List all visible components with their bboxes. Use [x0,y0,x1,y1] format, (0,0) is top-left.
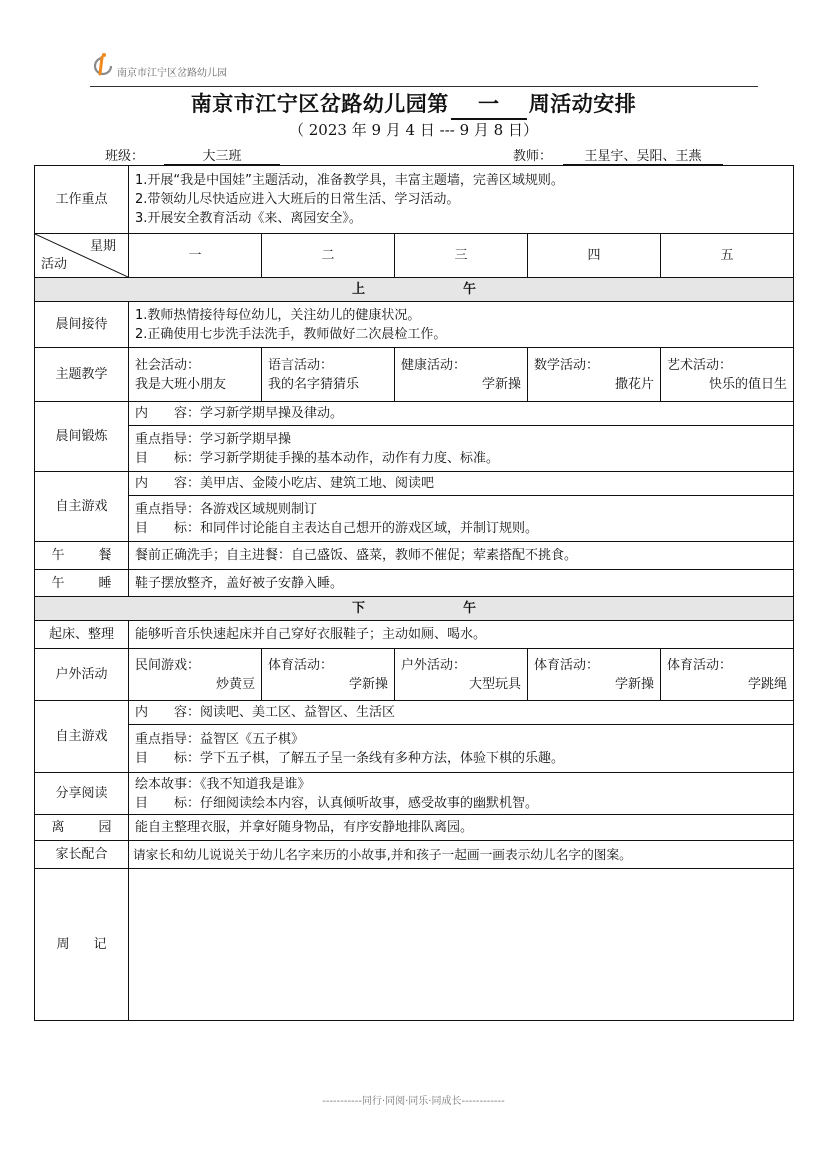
kindergarten-logo-icon [90,52,116,78]
freeplay-pm-content: 内 容：阅读吧、美工区、益智区、生活区 [129,701,794,725]
outdoor-cell-wed: 户外活动： 大型玩具 [395,649,528,701]
reading-row [35,773,794,815]
header-activity-label: 活动 [41,257,68,272]
nap-content: 鞋子摆放整齐，盖好被子安静入睡。 [129,570,794,597]
header-org-name: 南京市江宁区岔路幼儿园 [117,68,227,79]
freeplay-pm-label: 自主游戏 [35,701,129,773]
freeplay-am-detail: 重点指导：各游戏区域规则制订 目 标：和同伴讨论能自主表达自己想开的游戏区域，并制订规则。 [129,496,794,542]
parents-content: 请家长和幼儿说说关于幼儿名字来历的小故事,并和孩子一起画一画表示幼儿名字的图案。 [129,841,794,869]
theme-cell-mon: 社会活动： 我是大班小朋友 [129,348,262,402]
schedule-table [34,165,794,1021]
day-mon: 一 [129,234,262,278]
reading-label: 分享阅读 [35,773,129,815]
wake-row [35,621,794,649]
wake-label: 起床、整理 [35,621,129,649]
exercise-detail: 重点指导：学习新学期早操 目 标：学习新学期徒手操的基本动作，动作有力度、标准。 [129,426,794,472]
freeplay-am-row-2 [35,496,794,542]
outdoor-cell-thu: 体育活动： 学新操 [528,649,661,701]
page-title: 南京市江宁区岔路幼儿园第 一 周活动安排 [0,88,827,120]
page-header [90,56,758,87]
week-number: 一 [451,88,527,120]
parents-row [35,841,794,869]
day-thu: 四 [528,234,661,278]
day-wed: 三 [395,234,528,278]
class-label: 班级： [105,149,145,164]
theme-cell-wed: 健康活动： 学新操 [395,348,528,402]
freeplay-pm-row-2 [35,725,794,773]
morning-section: 上 午 [35,278,794,302]
outdoor-cell-mon: 民间游戏： 炒黄豆 [129,649,262,701]
lunch-content: 餐前正确洗手；自主进餐：自己盛饭、盛菜，教师不催促；荤素搭配不挑食。 [129,542,794,570]
focus-row [35,166,794,234]
reading-content: 绘本故事：《我不知道我是谁》 目 标：仔细阅读绘本内容，认真倾听故事，感受故事的幽默机智。 [129,773,794,815]
teacher-label: 教师： [513,149,553,164]
focus-label: 工作重点 [35,166,129,234]
teacher-value: 王星宇、吴阳、王燕 [563,145,723,165]
diagonal-header-cell [35,234,129,278]
focus-content: 1.开展“我是中国娃”主题活动，准备教学具，丰富主题墙，完善区域规则。 2.带领幼儿尽快适应进入大班后的日常生活、学习活动。 3.开展安全教育活动《来、离园安全》。 [129,166,794,234]
outdoor-row [35,649,794,701]
nap-label: 午 睡 [35,570,129,597]
freeplay-am-content: 内 容：美甲店、金陵小吃店、建筑工地、阅读吧 [129,472,794,496]
class-value: 大三班 [164,145,280,165]
reception-row [35,302,794,348]
notes-content[interactable] [129,869,794,1021]
exercise-content: 内 容：学习新学期早操及律动。 [129,402,794,426]
reception-label: 晨间接待 [35,302,129,348]
reception-content: 1.教师热情接待每位幼儿，关注幼儿的健康状况。 2.正确使用七步洗手法洗手，教师做好二次晨检工作。 [129,302,794,348]
leave-row [35,815,794,841]
day-fri: 五 [661,234,794,278]
theme-cell-thu: 数学活动： 撒花片 [528,348,661,402]
freeplay-pm-detail: 重点指导：益智区《五子棋》 目 标：学下五子棋，了解五子呈一条线有多种方法，体验下棋的乐趣。 [129,725,794,773]
notes-label: 周 记 [35,869,129,1021]
leave-content: 能自主整理衣服，并拿好随身物品，有序安静地排队离园。 [129,815,794,841]
header-weekday-label: 星期 [89,239,116,254]
leave-label: 离 园 [35,815,129,841]
afternoon-section: 下 午 [35,597,794,621]
theme-row [35,348,794,402]
theme-cell-tue: 语言活动： 我的名字猜猜乐 [262,348,395,402]
exercise-row-1 [35,402,794,426]
freeplay-am-row-1 [35,472,794,496]
wake-content: 能够听音乐快速起床并自己穿好衣服鞋子；主动如厕、喝水。 [129,621,794,649]
outdoor-cell-tue: 体育活动： 学新操 [262,649,395,701]
outdoor-label: 户外活动 [35,649,129,701]
day-tue: 二 [262,234,395,278]
exercise-label: 晨间锻炼 [35,402,129,472]
theme-cell-fri: 艺术活动： 快乐的值日生 [661,348,794,402]
outdoor-cell-fri: 体育活动： 学跳绳 [661,649,794,701]
meta-row [0,145,827,163]
freeplay-pm-row-1 [35,701,794,725]
nap-row [35,570,794,597]
lunch-label: 午 餐 [35,542,129,570]
page-footer: -----------同行·同阅·同乐·同成长------------ [322,1096,505,1107]
freeplay-am-label: 自主游戏 [35,472,129,542]
exercise-row-2 [35,426,794,472]
notes-row [35,869,794,1021]
lunch-row [35,542,794,570]
parents-label: 家长配合 [35,841,129,869]
theme-label: 主题教学 [35,348,129,402]
days-header-row [35,234,794,278]
date-range: （ 2023 年 9 月 4 日 --- 9 月 8 日） [288,121,538,139]
